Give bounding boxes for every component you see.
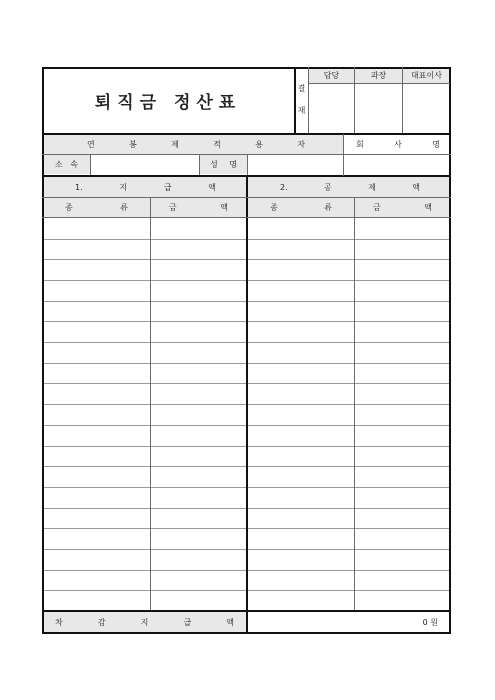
severance-settlement-form	[42, 67, 451, 634]
company-name-label: 회 사 명	[356, 140, 440, 149]
deduction-column-type: 종 류	[248, 198, 354, 217]
net-payment-label: 차 감 지 급 액	[43, 612, 246, 633]
net-payment-value: 0 원	[422, 618, 438, 627]
approval-label	[295, 68, 308, 132]
approval-signature-manager[interactable]	[355, 84, 402, 132]
approval-role-line	[308, 83, 450, 84]
border-top	[42, 67, 451, 69]
department-label: 소 속	[43, 155, 90, 174]
approval-label-bottom: 재	[297, 106, 306, 115]
border-right	[449, 67, 451, 634]
approval-col-1	[308, 67, 309, 133]
company-col-line	[343, 134, 344, 176]
dept-field-line	[199, 154, 200, 175]
approval-col-3	[402, 67, 403, 133]
divider-title	[42, 133, 451, 135]
approval-col-2	[354, 67, 355, 133]
dept-label-line	[90, 154, 91, 175]
company-name-field[interactable]	[344, 155, 450, 174]
approval-signature-ceo[interactable]	[403, 84, 450, 132]
name-field[interactable]	[248, 155, 343, 174]
form-title: 퇴직금 정산표	[94, 92, 242, 113]
section-header-line	[42, 197, 451, 198]
name-label-line	[247, 154, 248, 175]
border-left	[42, 67, 44, 634]
approval-signature-staff[interactable]	[309, 84, 354, 132]
approval-divider	[294, 67, 296, 134]
approval-role-staff: 담당	[309, 68, 354, 83]
column-header-line	[42, 217, 451, 218]
approval-label-top: 결	[297, 84, 306, 93]
department-field[interactable]	[91, 155, 199, 174]
deduction-col-line	[354, 197, 355, 610]
approval-role-ceo: 대표이사	[403, 68, 450, 83]
deduction-section-header: 2. 공 제 액	[248, 177, 450, 197]
payment-column-amount: 금 액	[151, 198, 246, 217]
deduction-column-amount: 금 액	[355, 198, 450, 217]
name-label: 성 명	[200, 155, 247, 174]
payment-col-line	[150, 197, 151, 610]
payment-section-header: 1. 지 급 액	[43, 177, 246, 197]
payment-column-type: 종 류	[43, 198, 150, 217]
annual-salary-label: 연 봉 제 적 용 자	[43, 135, 343, 154]
approval-role-manager: 과장	[355, 68, 402, 83]
section-divider	[246, 176, 248, 633]
